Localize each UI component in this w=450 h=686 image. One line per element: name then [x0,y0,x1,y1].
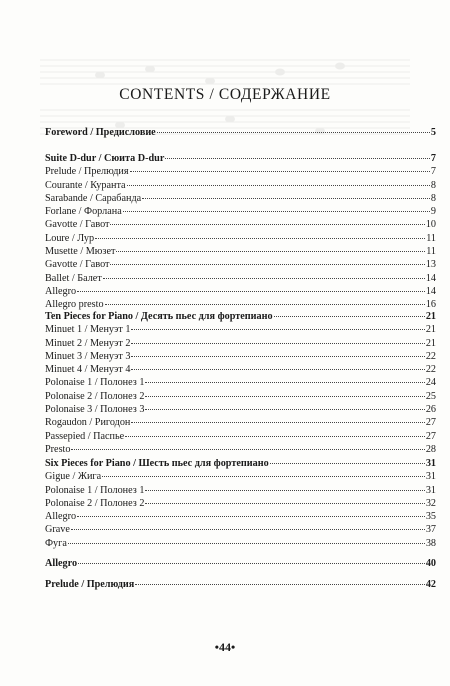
toc-entry-title: Polonaise 1 / Полонез 1 [45,484,145,496]
dot-leader [71,529,425,530]
dot-leader [110,224,424,225]
toc-entry[interactable] [45,232,436,245]
toc-entry-page: 7 [430,166,436,178]
toc-entry[interactable] [45,192,436,205]
toc-entry-title: Minuet 2 / Менуэт 2 [45,337,131,349]
toc-entry-page: 42 [425,579,436,590]
dot-leader [165,158,430,159]
toc-section [45,578,436,591]
toc-entry[interactable] [45,245,436,258]
toc-entry-title: Minuet 1 / Менуэт 1 [45,324,131,336]
dot-leader [131,422,424,423]
toc-entry[interactable] [45,497,436,510]
toc-heading-entry[interactable] [45,578,436,591]
toc-entry-title: Forlane / Форлана [45,206,122,218]
toc-heading-entry[interactable] [45,557,436,570]
toc-entry[interactable] [45,510,436,523]
dot-leader [95,238,425,239]
toc-section [45,310,436,456]
toc-entry-page: 40 [425,558,436,569]
toc-entry[interactable] [45,179,436,192]
dot-leader [131,343,424,344]
toc-entry-title: Six Pieces for Piano / Шесть пьес для фортепиано [45,458,269,469]
toc-entry-page: 7 [430,153,436,164]
toc-entry-page: 25 [425,390,436,402]
toc-entry[interactable] [45,272,436,285]
toc-entry-title: Ten Pieces for Piano / Десять пьес для фортепиано [45,311,273,322]
toc-entry-title: Polonaise 2 / Полонез 2 [45,390,145,402]
toc-entry-page: 27 [425,430,436,442]
toc-entry-title: Polonaise 3 / Полонез 3 [45,404,145,416]
toc-entry-title: Minuet 4 / Менуэт 4 [45,364,131,376]
dot-leader [102,476,425,477]
toc-entry-title: Gavotte / Гавот [45,259,110,271]
toc-entry-title: Sarabande / Сарабанда [45,192,142,204]
toc-heading-entry[interactable] [45,152,436,165]
toc-entry[interactable] [45,285,436,298]
dot-leader [131,369,424,370]
toc-entry-title: Foreword / Предисловие [45,127,156,138]
toc-entry-page: 31 [425,484,436,496]
page-number-dot-right: • [231,640,236,654]
toc-entry-page: 27 [425,417,436,429]
dot-leader [123,211,430,212]
dot-leader [145,409,424,410]
dot-leader [145,490,424,491]
toc-section [45,457,436,550]
toc-entry[interactable] [45,323,436,336]
dot-leader [157,132,430,133]
toc-entry-page: 16 [425,299,436,311]
page-number-value: 44 [219,640,231,654]
toc-entry-page: 24 [425,377,436,389]
toc-heading-entry[interactable] [45,457,436,470]
toc-entry[interactable] [45,416,436,429]
toc-entry-page: 11 [426,232,436,244]
toc-entry[interactable] [45,470,436,483]
toc-entry-title: Minuet 3 / Менуэт 3 [45,350,131,362]
toc-section [45,152,436,312]
dot-leader [77,291,425,292]
toc-entry-page: 35 [425,511,436,523]
toc-entry-title: Ballet / Балет [45,272,102,284]
toc-entry[interactable] [45,390,436,403]
toc-heading-entry[interactable] [45,126,436,139]
toc-entry-title: Suite D-dur / Сюита D-dur [45,153,165,164]
toc-entry-title: Allegro presto [45,299,104,311]
toc-entry-page: 21 [425,311,436,322]
toc-entry-page: 26 [425,404,436,416]
dot-leader [78,563,425,564]
page-number [0,640,450,655]
dot-leader [135,584,425,585]
toc-section [45,126,436,139]
toc-entry[interactable] [45,337,436,350]
toc-entry[interactable] [45,430,436,443]
toc-entry-page: 32 [425,497,436,509]
toc-entry-page: 21 [425,337,436,349]
dot-leader [105,304,425,305]
dot-leader [127,185,430,186]
dot-leader [274,316,425,317]
dot-leader [130,171,430,172]
dot-leader [145,396,424,397]
toc-entry[interactable] [45,537,436,550]
toc-entry-page: 38 [425,537,436,549]
page-title: CONTENTS / СОДЕРЖАНИЕ [119,86,331,103]
toc-entry-title: Courante / Куранта [45,179,126,191]
toc-entry-title: Gavotte / Гавот [45,219,110,231]
toc-entry-page: 10 [425,219,436,231]
toc-entry-page: 37 [425,524,436,536]
toc-entry[interactable] [45,258,436,271]
toc-entry-page: 9 [430,206,436,218]
toc-entry-page: 28 [425,443,436,455]
toc-entry-title: Musette / Мюзет [45,246,116,258]
dot-leader [110,264,424,265]
toc-entry-title: Prelude / Прелюдия [45,166,129,178]
toc-entry[interactable] [45,205,436,218]
toc-entry-title: Passepied / Паспье [45,430,125,442]
toc-entry[interactable] [45,403,436,416]
toc-entry-title: Rogaudon / Ригодон [45,417,131,429]
toc-entry-title: Grave [45,524,70,536]
dot-leader [103,278,425,279]
toc-entry[interactable] [45,484,436,497]
dot-leader [131,329,424,330]
toc-heading-entry[interactable] [45,310,436,323]
dot-leader [270,463,425,464]
toc-entry-title: Gigue / Жига [45,471,102,483]
toc-entry-page: 5 [430,127,436,138]
dot-leader [77,516,425,517]
toc-entry[interactable] [45,218,436,231]
toc-entry-page: 31 [425,458,436,469]
toc-entry[interactable] [45,363,436,376]
dot-leader [145,382,424,383]
toc-entry-title: Allegro [45,558,78,569]
toc-entry-page: 22 [425,364,436,376]
toc-entry-title: Allegro [45,285,77,297]
dot-leader [142,198,430,199]
toc-entry-page: 13 [425,259,436,271]
toc-entry[interactable] [45,443,436,456]
dot-leader [71,449,424,450]
dot-leader [68,543,425,544]
toc-entry[interactable] [45,523,436,536]
dot-leader [145,503,424,504]
toc-entry-page: 8 [430,179,436,191]
toc-entry-title: Polonaise 2 / Полонез 2 [45,497,145,509]
dot-leader [131,356,424,357]
toc-entry-page: 31 [425,471,436,483]
toc-entry-page: 14 [425,285,436,297]
toc-entry-title: Фуга [45,537,67,549]
page-number-dot-left: • [214,640,219,654]
toc-entry-title: Prelude / Прелюдия [45,579,135,590]
toc-entry[interactable] [45,165,436,178]
toc-entry-title: Presto [45,443,71,455]
toc-entry-title: Allegro [45,511,77,523]
toc-entry-page: 8 [430,192,436,204]
toc-entry-page: 14 [425,272,436,284]
toc-entry[interactable] [45,350,436,363]
toc-entry-title: Polonaise 1 / Полонез 1 [45,377,145,389]
toc-entry-page: 21 [425,324,436,336]
toc-section [45,557,436,570]
toc-entry-page: 11 [426,246,436,258]
toc-entry[interactable] [45,376,436,389]
toc-entry-title: Loure / Луp [45,232,95,244]
dot-leader [116,251,425,252]
toc-entry-page: 22 [425,350,436,362]
dot-leader [125,436,425,437]
